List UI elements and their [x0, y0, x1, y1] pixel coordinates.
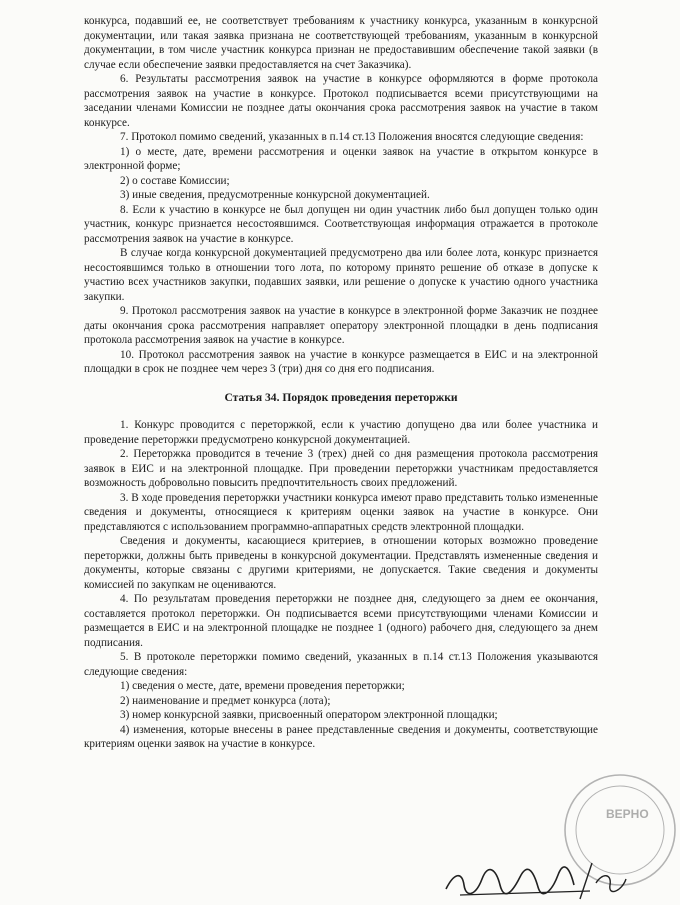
handwritten-signature-icon: [440, 855, 630, 903]
stamp-label: ВЕРНО: [606, 807, 649, 821]
article-heading: Статья 34. Порядок проведения переторжки: [224, 390, 458, 404]
item-7: 7. Протокол помимо сведений, указанных в п.14 ст.13 Положения вносятся следующие сведения:: [120, 131, 584, 143]
document-body: [84, 14, 598, 752]
article-item-5-sub-4: 4) изменения, которые внесены в ранее представленные сведения и документы, соответствующие критериям оценки заявок на участие в конкурсе.: [84, 723, 598, 750]
item-7-sub-3: 3) иные сведения, предусмотренные конкурсной документацией.: [120, 189, 430, 201]
item-9: 9. Протокол рассмотрения заявок на участие в конкурсе в электронной форме Заказчик не позднее даты окончания срока рассмотрения направляет оператору электронной площадки в день подписания протокола рассмотрения заявок на участие в конкурсе.: [84, 305, 598, 346]
item-7-sub-2: 2) о составе Комиссии;: [120, 174, 230, 187]
intro-paragraph: конкурса, подавший ее, не соответствует требованиям к участнику конкурса, указанным в конкурсной документации, или такая заявка признана не соответствующей требованиям, указанным в конкурсной документации, в том числе участник конкурса признан не предоставившим обеспечение такой заявки (в случае если обеспечение заявки предоставляется на счет Заказчика).: [84, 15, 598, 71]
item-7-sub-1: 1) о месте, дате, времени рассмотрения и оценки заявок на участие в открытом конкурсе в электронной форме;: [84, 145, 598, 172]
item-10: 10. Протокол рассмотрения заявок на участие в конкурсе размещается в ЕИС и на электронной площадки в срок не позднее чем через 3 (три) дня со дня его подписания.: [84, 348, 598, 375]
article-item-1: 1. Конкурс проводится с переторжкой, если к участию допущено два или более участника и проведение переторжки предусмотрено конкурсной документацией.: [84, 419, 598, 446]
article-item-5-sub-2: 2) наименование и предмет конкурса (лота);: [120, 694, 331, 707]
item-6: 6. Результаты рассмотрения заявок на участие в конкурсе оформляются в форме протокола рассмотрения заявок на участие в конкурсе. Протокол подписывается всеми присутствующими на заседании членами Комиссии не позднее даты окончания срока рассмотрения заявок на участие в таком конкурсе.: [84, 73, 598, 129]
article-item-4: 4. По результатам проведения переторжки не позднее дня, следующего за днем ее окончания, составляется протокол переторжки. Он подписывается всеми присутствующими членами Комиссии и размещается в ЕИС и на электронной площадке не позднее 1 (одного) рабочего дня, следующего за днем подписания.: [84, 593, 598, 649]
article-item-5: 5. В протоколе переторжки помимо сведений, указанных в п.14 ст.13 Положения указываются следующие сведения:: [84, 651, 598, 678]
item-8: 8. Если к участию в конкурсе не был допущен ни один участник либо был допущен только один участник, конкурс признается несостоявшимся. Соответствующая информация отражается в протоколе рассмотрения заявок на участие в конкурсе.: [84, 203, 598, 245]
article-item-3-criteria-note: Сведения и документы, касающиеся критериев, в отношении которых возможно проведение переторжки, должны быть приведены в конкурсной документации. Представлять измененные сведения и документы, которые связаны с другими критериями, не допускается. Такие сведения и документы комиссией по закупкам не оцениваются.: [84, 535, 598, 591]
article-item-5-sub-3: 3) номер конкурсной заявки, присвоенный оператором электронной площадки;: [120, 709, 498, 721]
article-item-3: 3. В ходе проведения переторжки участники конкурса имеют право представить только измененные сведения и документы, относящиеся к критериям оценки заявок на участие в конкурсе. Они представляются с использованием программно-аппаратных средств электронной площадки.: [84, 491, 598, 533]
article-item-2: 2. Переторжка проводится в течение 3 (трех) дней со дня размещения протокола рассмотрения заявок в ЕИС и на электронной площадке. При проведении переторжки участникам предоставляется возможность добровольно повысить предпочтительность своих предложений.: [84, 448, 598, 489]
article-item-5-sub-1: 1) сведения о месте, дате, времени проведения переторжки;: [120, 680, 405, 692]
item-8-lot-note: В случае когда конкурсной документацией предусмотрено два или более лота, конкурс признается несостоявшимся только в отношении того лота, по которому принято решение об отказе в допуске к участию всех участников закупки, подавших заявки, или решение о допуске к участию одного участника закупки.: [84, 247, 598, 303]
